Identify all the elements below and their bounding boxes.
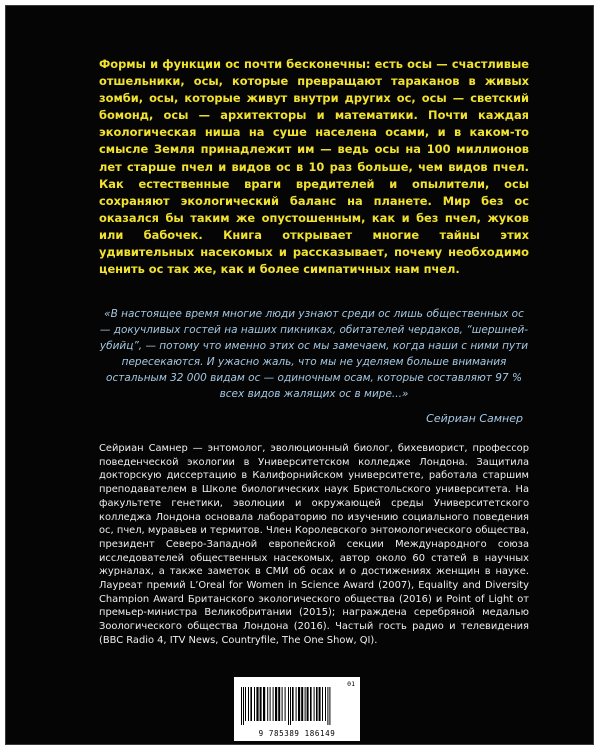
barcode-bars xyxy=(239,687,355,725)
author-bio: Сейриан Самнер — энтомолог, эволюционный биолог, бихевиорист, профессор поведенческой экологии в Университетском колледже Лондона. Защитила докторскую диссертацию в Калифорнийском университете, работала старшим преподавателем в Школе биологических наук Бристольского университета. На факультете генетики, эволюции и окружающей среды Университетского колледжа Лондона основала лабораторию по изучению социального поведения ос, пчел, муравьев и термитов. Член Королевского энтомологического общества, президент Северо-Западной европейской секции Международного союза исследователей общественных насекомых, автор около 60 статей в научных журналах, а также заметок в СМИ об осах и о достижениях женщин в науке. Лауреат премий L’Oreal for Women in Science Award (2007), Equality and Diversity Champion Award Британского экологического общества (2016) и Point of Light от премьер-министра Великобритании (2015); награждена серебряной медалью Зоологического общества Лондона (2016). Частый гость радио и телевидения (BBC Radio 4, ITV News, Countryfile, The One Show, QI). xyxy=(99,443,529,646)
isbn-barcode xyxy=(234,677,360,741)
quote-author: Сейриан Самнер xyxy=(426,412,523,425)
barcode-supplement: 01 xyxy=(347,680,355,688)
barcode-number: 9 785389 186149 xyxy=(258,729,336,738)
book-back-cover xyxy=(5,5,594,745)
annotation-text: Формы и функции ос почти бесконечны: есть осы — счастливые отшельники, осы, которые превращают тараканов в живых зомби, осы, которые живут внутри других ос, осы — светский бомонд, осы — архитекторы и математики. Почти каждая экологическая ниша на суше населена осами, и в каком-то смысле Земля принадлежит им — ведь осы на 100 миллионов лет старше пчел и видов ос в 10 раз больше, чем видов пчел. Как естественные враги вредителей и опылители, осы сохраняют экологический баланс на планете. Мир без ос оказался бы таким же опустошенным, как и без пчел, жуков или бабочек. Книга открывает многие тайны этих удивительных насекомых и рассказывает, почему необходимо ценить ос так же, как и более симпатичных нам пчел. xyxy=(99,57,529,277)
author-quote: «В настоящее время многие люди узнают среди ос лишь общественных ос — докучливых гостей на наших пикниках, обитателей чердаков, “шершней-убийц”, — потому что именно этих ос мы замечаем, когда наши с ними пути пересекаются. И ужасно жаль, что мы не уделяем больше внимания остальным 32 000 видам ос — одиночным осам, которые составляют 97 % всех видов жалящих ос в мире...» xyxy=(99,308,529,400)
